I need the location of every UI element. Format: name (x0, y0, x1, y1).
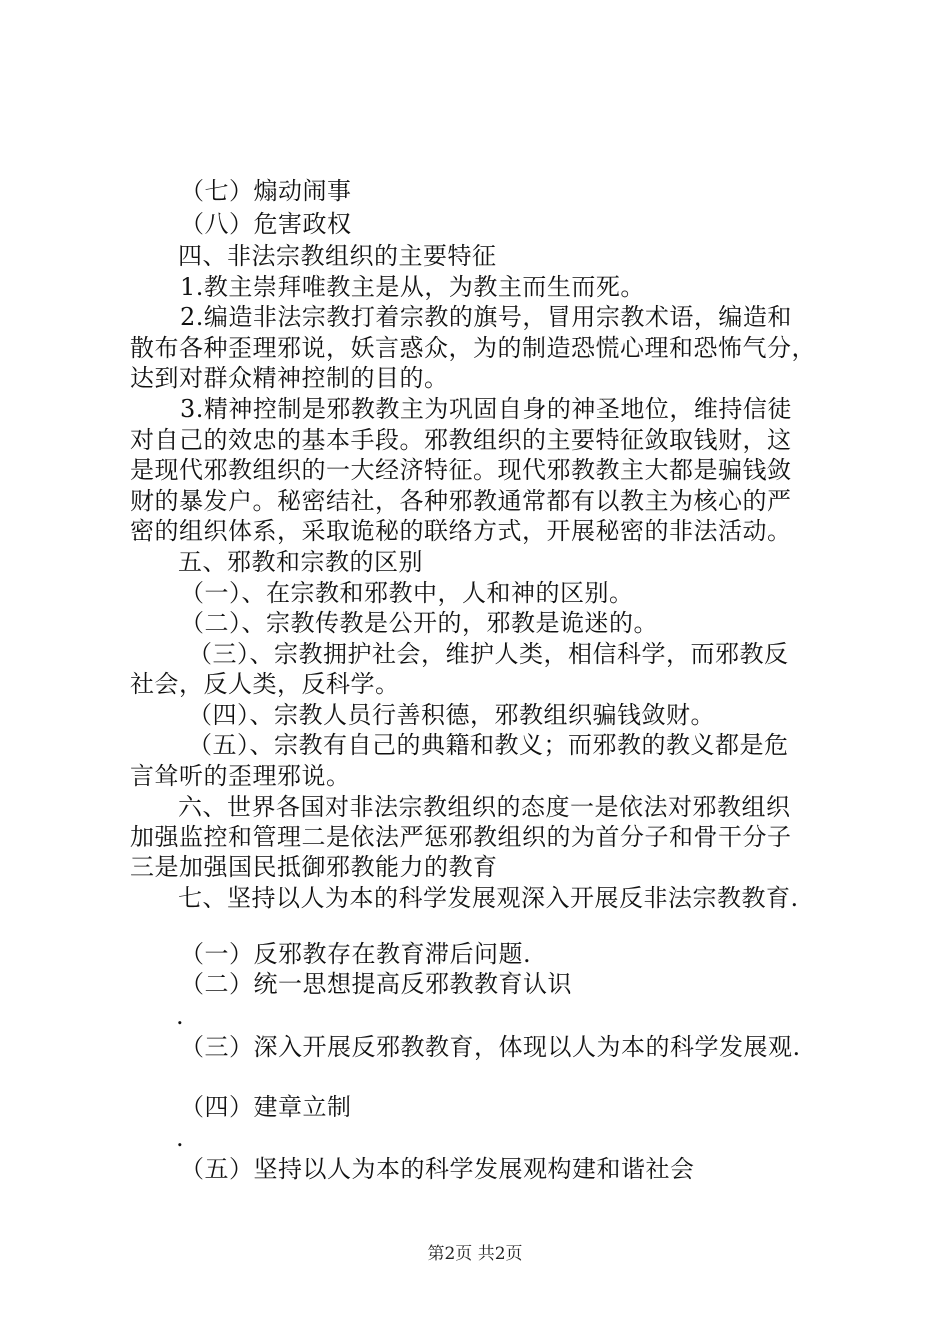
text-line: 财的暴发户。秘密结社，各种邪教通常都有以教主为核心的严 (130, 487, 792, 515)
section-heading: 七、坚持以人为本的科学发展观深入开展反非法宗教教育. (178, 884, 799, 912)
text-line: （三）、宗教拥护社会，维护人类，相信科学，而邪教反 (188, 640, 789, 668)
text-line: （三）深入开展反邪教教育，体现以人为本的科学发展观. (180, 1033, 801, 1061)
section-heading: 五、邪教和宗教的区别 (178, 548, 423, 576)
text-line: （五）、宗教有自己的典籍和教义；而邪教的教义都是危 (188, 731, 789, 759)
text-line: （七）煽动闹事 (180, 177, 352, 205)
text-line: 是现代邪教组织的一大经济特征。现代邪教教主大都是骗钱敛 (130, 456, 792, 484)
text-line: 社会，反人类，反科学。 (130, 670, 400, 698)
text-line: （一）反邪教存在教育滞后问题. (180, 940, 532, 968)
section-heading: 四、非法宗教组织的主要特征 (178, 242, 497, 270)
text-line: 1.教主崇拜唯教主是从，为教主而生而死。 (180, 273, 645, 301)
text-line: 达到对群众精神控制的目的。 (130, 364, 449, 392)
text-line: . (176, 1124, 185, 1152)
page-footer: 第2页 共2页 (427, 1244, 523, 1264)
text-line: （八）危害政权 (180, 210, 352, 238)
text-line: （二）、宗教传教是公开的，邪教是诡迷的。 (180, 609, 658, 637)
section-heading: 六、世界各国对非法宗教组织的态度一是依法对邪教组织 (178, 793, 791, 821)
text-line: 散布各种歪理邪说，妖言惑众，为的制造恐慌心理和恐怖气分， (130, 334, 816, 362)
text-line: . (176, 1002, 185, 1030)
text-line: 3.精神控制是邪教教主为巩固自身的神圣地位，维持信徒 (180, 395, 792, 423)
text-line: （一）、在宗教和邪教中，人和神的区别。 (180, 579, 634, 607)
text-line: 加强监控和管理二是依法严惩邪教组织的为首分子和骨干分子 (130, 823, 792, 851)
text-line: （五）坚持以人为本的科学发展观构建和谐社会 (180, 1155, 695, 1183)
text-line: 2.编造非法宗教打着宗教的旗号，冒用宗教术语，编造和 (180, 303, 792, 331)
text-line: 对自己的效忠的基本手段。邪教组织的主要特征敛取钱财，这 (130, 426, 792, 454)
text-line: 密的组织体系，采取诡秘的联络方式，开展秘密的非法活动。 (130, 517, 792, 545)
text-line: （四）建章立制 (180, 1093, 352, 1121)
text-line: （二）统一思想提高反邪教教育认识 (180, 970, 572, 998)
text-line: 言耸听的歪理邪说。 (130, 762, 351, 790)
text-line: （四）、宗教人员行善积德，邪教组织骗钱敛财。 (188, 701, 715, 729)
text-line: 三是加强国民抵御邪教能力的教育 (130, 853, 498, 881)
